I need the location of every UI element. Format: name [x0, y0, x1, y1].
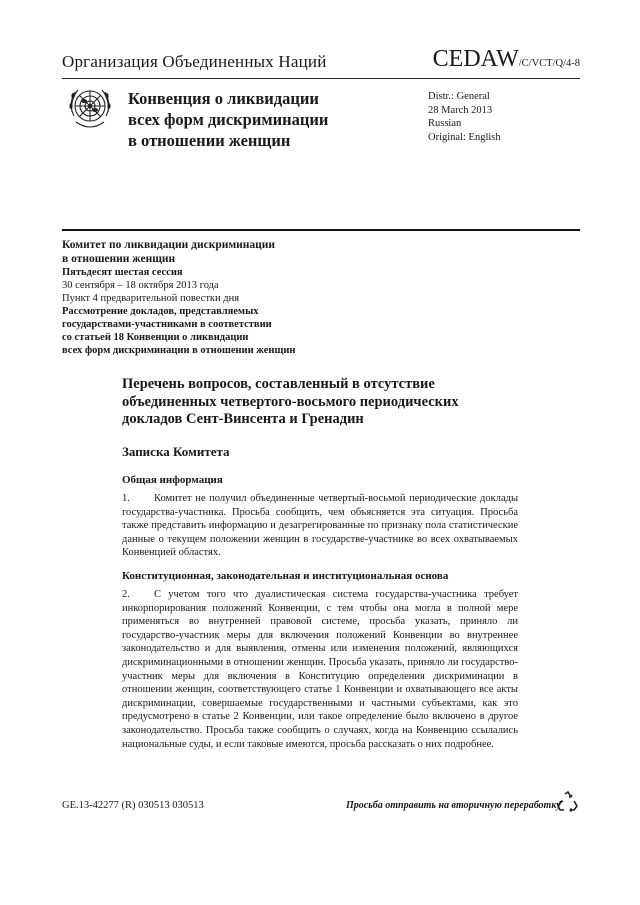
- header-rule: [62, 78, 580, 79]
- recycle-icon: [556, 790, 580, 814]
- session-dates: 30 сентября – 18 октября 2013 года: [62, 280, 219, 291]
- symbol-suffix: /C/VCT/Q/4-8: [518, 58, 580, 69]
- committee-name: в отношении женщин: [62, 253, 176, 265]
- convention-title-line: всех форм дискриминации: [128, 110, 329, 129]
- paragraph-number: 2.: [122, 589, 130, 600]
- recycle-text: Просьба отправить на вторичную переработку: [346, 800, 561, 811]
- agenda-item-title: Рассмотрение докладов, представляемых: [62, 306, 259, 317]
- symbol-main: CEDAW: [432, 46, 519, 72]
- agenda-item-title: государствами-участниками в соответствии: [62, 319, 272, 330]
- note-heading: Записка Комитета: [122, 444, 230, 459]
- paragraph-1: [122, 492, 518, 560]
- original-language: Original: English: [428, 131, 501, 143]
- section-heading-general: Общая информация: [122, 474, 223, 486]
- paragraph-number: 1.: [122, 493, 130, 504]
- organization-name: Организация Объединенных Наций: [62, 52, 327, 71]
- committee-block: [62, 238, 332, 357]
- document-title-line: Перечень вопросов, составленный в отсутствие: [122, 376, 435, 392]
- convention-title: [128, 88, 388, 151]
- document-title-line: докладов Сент-Винсента и Гренадин: [122, 411, 364, 427]
- convention-title-line: Конвенция о ликвидации: [128, 89, 319, 108]
- agenda-item-title: всех форм дискриминации в отношении женщин: [62, 345, 296, 356]
- section-heading-constitutional: Конституционная, законодательная и институциональная основа: [122, 570, 449, 582]
- distribution-type: Distr.: General: [428, 91, 490, 102]
- paragraph-text: С учетом того что дуалистическая система государства-участника требует инкорпорирования положений Конвенции, с тем чтобы она могла в полной мере применяться во внутренней правовой системе, просьба указать, приняло ли государство-участник меры для включения положений Конвенции во внутреннее законодательство и для выявления, отмены или изменения положений, являющихся дискриминационными в отношении женщин. Просьба указать, приняло ли государство-участник меры для включения в Конституцию определения дискриминации в отношении женщин, соответствующего статье 1 Конвенции и охватывающего все акты дискриминации, совершаемые государственными и частными субъектами, как это предусмотрено в статье 2 Конвенции, или такое определение было включено в другое законодательство. Просьба также сообщить о случаях, когда на Конвенцию ссылались национальные суды, и если таковые имеются, просьба рассказать о них подробнее.: [122, 589, 518, 750]
- document-symbol: [433, 46, 580, 73]
- document-title-line: объединенных четвертого-восьмого периодических: [122, 393, 459, 410]
- document-title: [122, 376, 532, 429]
- header-bottom-rule: [62, 229, 580, 231]
- document-language: Russian: [428, 118, 462, 129]
- document-date: 28 March 2013: [428, 104, 493, 116]
- paragraph-2: [122, 588, 518, 751]
- agenda-item: Пункт 4 предварительной повестки дня: [62, 293, 240, 304]
- paragraph-text: Комитет не получил объединенные четвертый-восьмой периодические доклады государства-участника. Просьба сообщить, чем объясняется эта ситуация. Просьба также представить информацию и дезагрегированные по признаку пола статистические данные о текущем положении женщин в государстве-участнике во всех охватываемых Конвенцией областях.: [122, 493, 518, 559]
- committee-name: Комитет по ликвидации дискриминации: [62, 239, 276, 251]
- job-number: GE.13-42277 (R) 030513 030513: [62, 800, 204, 811]
- distribution-block: [428, 90, 501, 144]
- session-title: Пятьдесят шестая сессия: [62, 267, 183, 278]
- un-emblem-icon: [64, 82, 116, 134]
- agenda-item-title: со статьей 18 Конвенции о ликвидации: [62, 332, 249, 343]
- convention-title-line: в отношении женщин: [128, 131, 291, 150]
